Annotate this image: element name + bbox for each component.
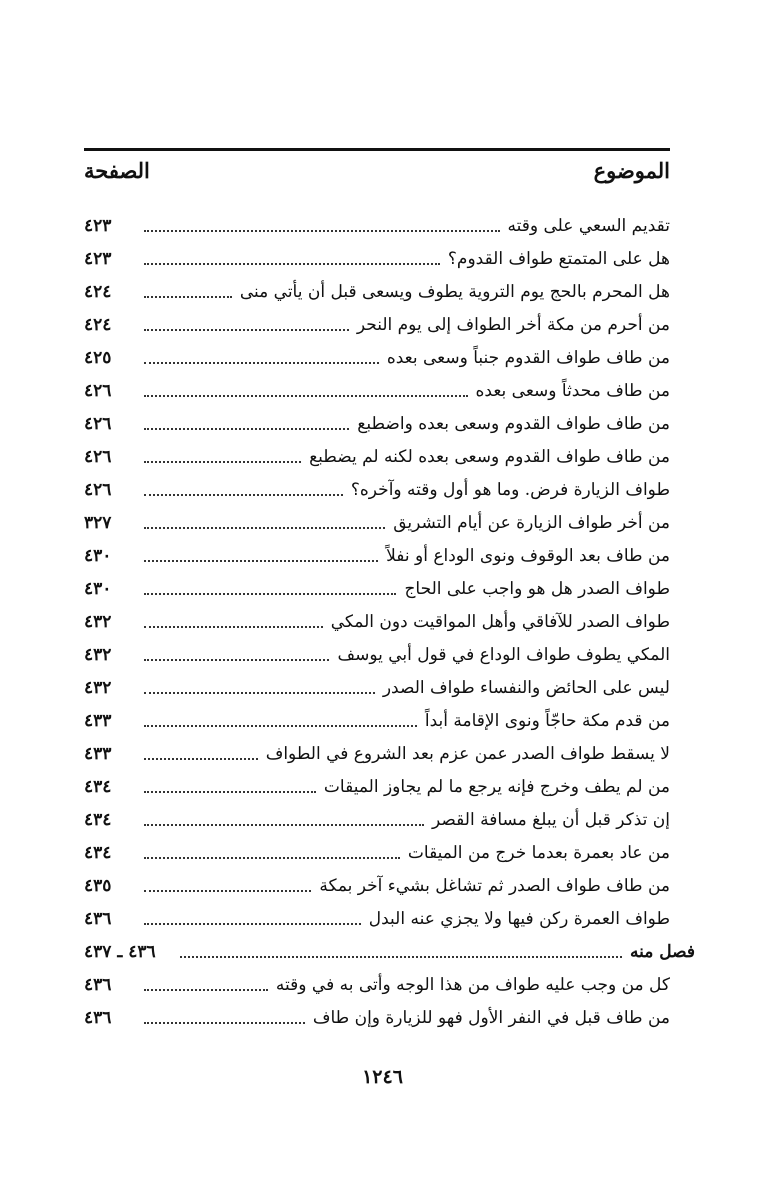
toc-page-number: ٤٢٦: [84, 381, 112, 401]
dot-leader: [144, 296, 232, 298]
toc-entry-title: من لم يطف وخرج فإنه يرجع ما لم يجاوز الميقات: [318, 771, 670, 804]
toc-leader: [144, 738, 670, 771]
dot-leader: [144, 527, 385, 529]
toc-page-number: ٤٢٣: [84, 216, 112, 236]
toc-list: [84, 210, 695, 1035]
dot-leader: [144, 428, 349, 430]
toc-page-number: ٤٢٤: [84, 315, 112, 335]
dot-leader: [144, 461, 301, 463]
dot-leader: [144, 362, 379, 364]
toc-page-number: ٤٢٤: [84, 282, 112, 302]
toc-page-number: ٤٣٢: [84, 678, 112, 698]
dot-leader: [144, 824, 424, 826]
toc-page-number: ٤٣٠: [84, 546, 112, 566]
topic-column-heading: الموضوع: [593, 158, 670, 183]
toc-leader: [144, 969, 670, 1002]
toc-leader: [144, 771, 670, 804]
toc-entry-title: هل المحرم بالحج يوم التروية يطوف ويسعى قبل أن يأتي منى: [234, 276, 670, 309]
toc-entry-title: لا يسقط طواف الصدر عمن عزم بعد الشروع في الطواف: [260, 738, 670, 771]
toc-page-number: ٤٣٢: [84, 612, 112, 632]
page-number: ١٢٤٦: [362, 1066, 403, 1088]
toc-section-row: [84, 936, 695, 969]
toc-row: [84, 507, 670, 540]
dot-leader: [144, 230, 500, 232]
toc-entry-title: من طاف طواف القدوم وسعى بعده واضطبع: [351, 408, 670, 441]
dot-leader: [144, 560, 378, 562]
dot-leader: [144, 692, 375, 694]
toc-leader: [144, 639, 670, 672]
toc-entry-title: من أخر طواف الزيارة عن أيام التشريق: [387, 507, 670, 540]
toc-row: [84, 804, 670, 837]
toc-entry-title: إن تذكر قبل أن يبلغ مسافة القصر: [426, 804, 670, 837]
toc-entry-title: هل على المتمتع طواف القدوم؟: [442, 243, 670, 276]
dot-leader: [144, 791, 316, 793]
toc-page-number: ٤٣٣: [84, 711, 112, 731]
dot-leader: [144, 626, 323, 628]
toc-row: [84, 408, 670, 441]
toc-leader: [144, 441, 670, 474]
dot-leader: [144, 758, 258, 760]
toc-row: [84, 540, 670, 573]
toc-entry-title: كل من وجب عليه طواف من هذا الوجه وأتى به في وقته: [270, 969, 670, 1002]
dot-leader: [144, 395, 468, 397]
toc-page-number: ٤٣٦: [84, 909, 112, 929]
toc-page-number: ٣٢٧: [84, 513, 112, 533]
toc-leader: [144, 276, 670, 309]
header-rule: [84, 148, 670, 151]
toc-entry-title: ليس على الحائض والنفساء طواف الصدر: [377, 672, 670, 705]
toc-leader: [144, 309, 670, 342]
dot-leader: [144, 329, 349, 331]
toc-page-number: ٤٣٤: [84, 810, 112, 830]
toc-leader: [144, 210, 670, 243]
toc-row: [84, 375, 670, 408]
toc-row: [84, 672, 670, 705]
toc-entry-title: طواف الصدر هل هو واجب على الحاج: [398, 573, 670, 606]
toc-row: [84, 771, 670, 804]
toc-row: [84, 243, 670, 276]
toc-leader: [180, 936, 695, 969]
toc-leader: [144, 573, 670, 606]
dot-leader: [144, 989, 268, 991]
dot-leader: [180, 956, 622, 958]
toc-row: [84, 903, 670, 936]
toc-row: [84, 837, 670, 870]
toc-page-number: ٤٣٤: [84, 777, 112, 797]
toc-leader: [144, 243, 670, 276]
toc-row: [84, 573, 670, 606]
dot-leader: [144, 494, 343, 496]
dot-leader: [144, 725, 417, 727]
toc-row: [84, 210, 670, 243]
toc-leader: [144, 474, 670, 507]
dot-leader: [144, 890, 311, 892]
toc-row: [84, 342, 670, 375]
toc-row: [84, 870, 670, 903]
toc-leader: [144, 342, 670, 375]
toc-entry-title: طواف الصدر للآفاقي وأهل المواقيت دون المكي: [325, 606, 670, 639]
toc-leader: [144, 870, 670, 903]
dot-leader: [144, 923, 361, 925]
toc-page-number: ٤٢٦: [84, 447, 112, 467]
toc-page-number: ٤٣٢: [84, 645, 112, 665]
dot-leader: [144, 593, 396, 595]
toc-entry-title: من طاف طواف القدوم وسعى بعده لكنه لم يضطبع: [303, 441, 670, 474]
toc-leader: [144, 1002, 670, 1035]
toc-entry-title: طواف العمرة ركن فيها ولا يجزي عنه البدل: [363, 903, 670, 936]
toc-entry-title: طواف الزيارة فرض. وما هو أول وقته وآخره؟: [345, 474, 670, 507]
toc-row: [84, 1002, 670, 1035]
toc-page-number: ٤٢٣: [84, 249, 112, 269]
toc-leader: [144, 375, 670, 408]
toc-page-number: ٤٣٦: [84, 975, 112, 995]
dot-leader: [144, 263, 440, 265]
toc-row: [84, 474, 670, 507]
toc-entry-title: من أحرم من مكة أخر الطواف إلى يوم النحر: [351, 309, 670, 342]
toc-entry-title: من قدم مكة حاجّاً ونوى الإقامة أبداً: [419, 705, 670, 738]
toc-entry-title: المكي يطوف طواف الوداع في قول أبي يوسف: [331, 639, 670, 672]
toc-leader: [144, 540, 670, 573]
toc-entry-title: من عاد بعمرة بعدما خرج من الميقات: [402, 837, 670, 870]
toc-leader: [144, 837, 670, 870]
toc-row: [84, 639, 670, 672]
toc-entry-title: من طاف قبل في النفر الأول فهو للزيارة وإن طاف: [307, 1002, 670, 1035]
toc-row: [84, 705, 670, 738]
toc-leader: [144, 705, 670, 738]
toc-leader: [144, 408, 670, 441]
toc-leader: [144, 672, 670, 705]
toc-page-number: ٤٣٣: [84, 744, 112, 764]
toc-row: [84, 606, 670, 639]
toc-page-number: ٤٣٥: [84, 876, 112, 896]
toc-entry-title: من طاف طواف الصدر ثم تشاغل بشيء آخر بمكة: [313, 870, 670, 903]
toc-leader: [144, 804, 670, 837]
toc-page-number: ٤٣٦: [84, 1008, 112, 1028]
toc-page-number: ٤٣٦ ـ ٤٣٧: [84, 942, 156, 962]
toc-row: [84, 738, 670, 771]
toc-row: [84, 276, 670, 309]
toc-page-number: ٤٣٤: [84, 843, 112, 863]
toc-page-number: ٤٢٥: [84, 348, 112, 368]
toc-entry-title: من طاف بعد الوقوف ونوى الوداع أو نفلاً: [380, 540, 670, 573]
dot-leader: [144, 1022, 305, 1024]
toc-leader: [144, 903, 670, 936]
toc-page-number: ٤٢٦: [84, 414, 112, 434]
dot-leader: [144, 659, 329, 661]
toc-entry-title: من طاف طواف القدوم جنباً وسعى بعده: [381, 342, 670, 375]
toc-row: [84, 969, 670, 1002]
toc-row: [84, 309, 670, 342]
toc-header: [84, 158, 670, 194]
toc-entry-title: تقديم السعي على وقته: [502, 210, 670, 243]
dot-leader: [144, 857, 400, 859]
toc-row: [84, 441, 670, 474]
toc-page-number: ٤٢٦: [84, 480, 112, 500]
toc-entry-title: من طاف محدثاً وسعى بعده: [470, 375, 671, 408]
toc-leader: [144, 606, 670, 639]
toc-page-number: ٤٣٠: [84, 579, 112, 599]
toc-entry-title: فصل منه: [624, 936, 695, 969]
page-column-heading: الصفحة: [84, 158, 150, 183]
toc-leader: [144, 507, 670, 540]
